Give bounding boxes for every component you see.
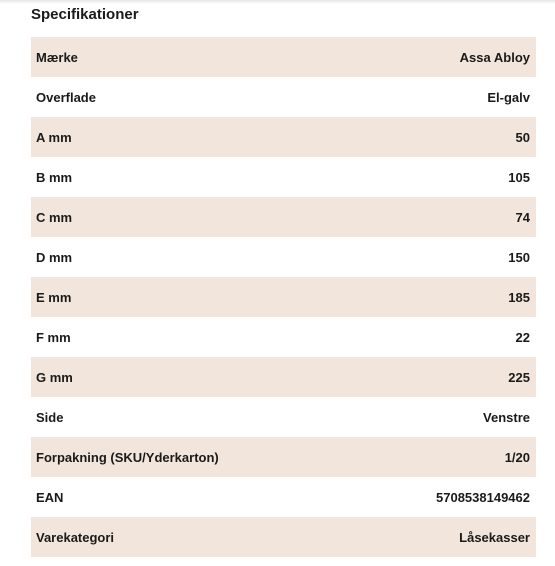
spec-label: A mm <box>36 129 72 145</box>
spec-value: 74 <box>515 209 530 225</box>
spec-label: B mm <box>36 169 73 185</box>
top-divider-shadow <box>0 0 555 4</box>
spec-value: 22 <box>515 329 530 345</box>
section-title: Specifikationer <box>31 6 139 23</box>
spec-row-e-mm <box>31 277 536 317</box>
spec-value: Assa Abloy <box>459 49 530 65</box>
spec-row-category <box>31 517 536 557</box>
spec-label: Varekategori <box>36 529 115 545</box>
spec-value: Låsekasser <box>459 529 530 545</box>
spec-value: 105 <box>508 169 530 185</box>
spec-value: 225 <box>508 369 530 385</box>
spec-value: 1/20 <box>504 449 530 465</box>
specifications-table <box>31 37 536 557</box>
spec-label: D mm <box>36 249 73 265</box>
spec-label: C mm <box>36 209 73 225</box>
spec-row-a-mm <box>31 117 536 157</box>
spec-row-packaging <box>31 437 536 477</box>
spec-row-b-mm <box>31 157 536 197</box>
spec-row-side <box>31 397 536 437</box>
spec-value: 185 <box>508 289 530 305</box>
spec-value: El-galv <box>487 89 530 105</box>
spec-row-ean <box>31 477 536 517</box>
spec-label: F mm <box>36 329 71 345</box>
spec-label: G mm <box>36 369 73 385</box>
spec-row-f-mm <box>31 317 536 357</box>
spec-label: Forpakning (SKU/Yderkarton) <box>36 449 219 465</box>
spec-row-d-mm <box>31 237 536 277</box>
spec-label: E mm <box>36 289 72 305</box>
spec-row-brand <box>31 37 536 77</box>
spec-label: EAN <box>36 489 64 505</box>
spec-row-c-mm <box>31 197 536 237</box>
spec-row-g-mm <box>31 357 536 397</box>
spec-row-surface <box>31 77 536 117</box>
spec-value: Venstre <box>483 409 530 425</box>
spec-label: Side <box>36 409 64 425</box>
spec-label: Overflade <box>36 89 96 105</box>
spec-label: Mærke <box>36 49 78 65</box>
spec-value: 50 <box>515 129 530 145</box>
spec-value: 5708538149462 <box>436 489 530 505</box>
spec-value: 150 <box>508 249 530 265</box>
